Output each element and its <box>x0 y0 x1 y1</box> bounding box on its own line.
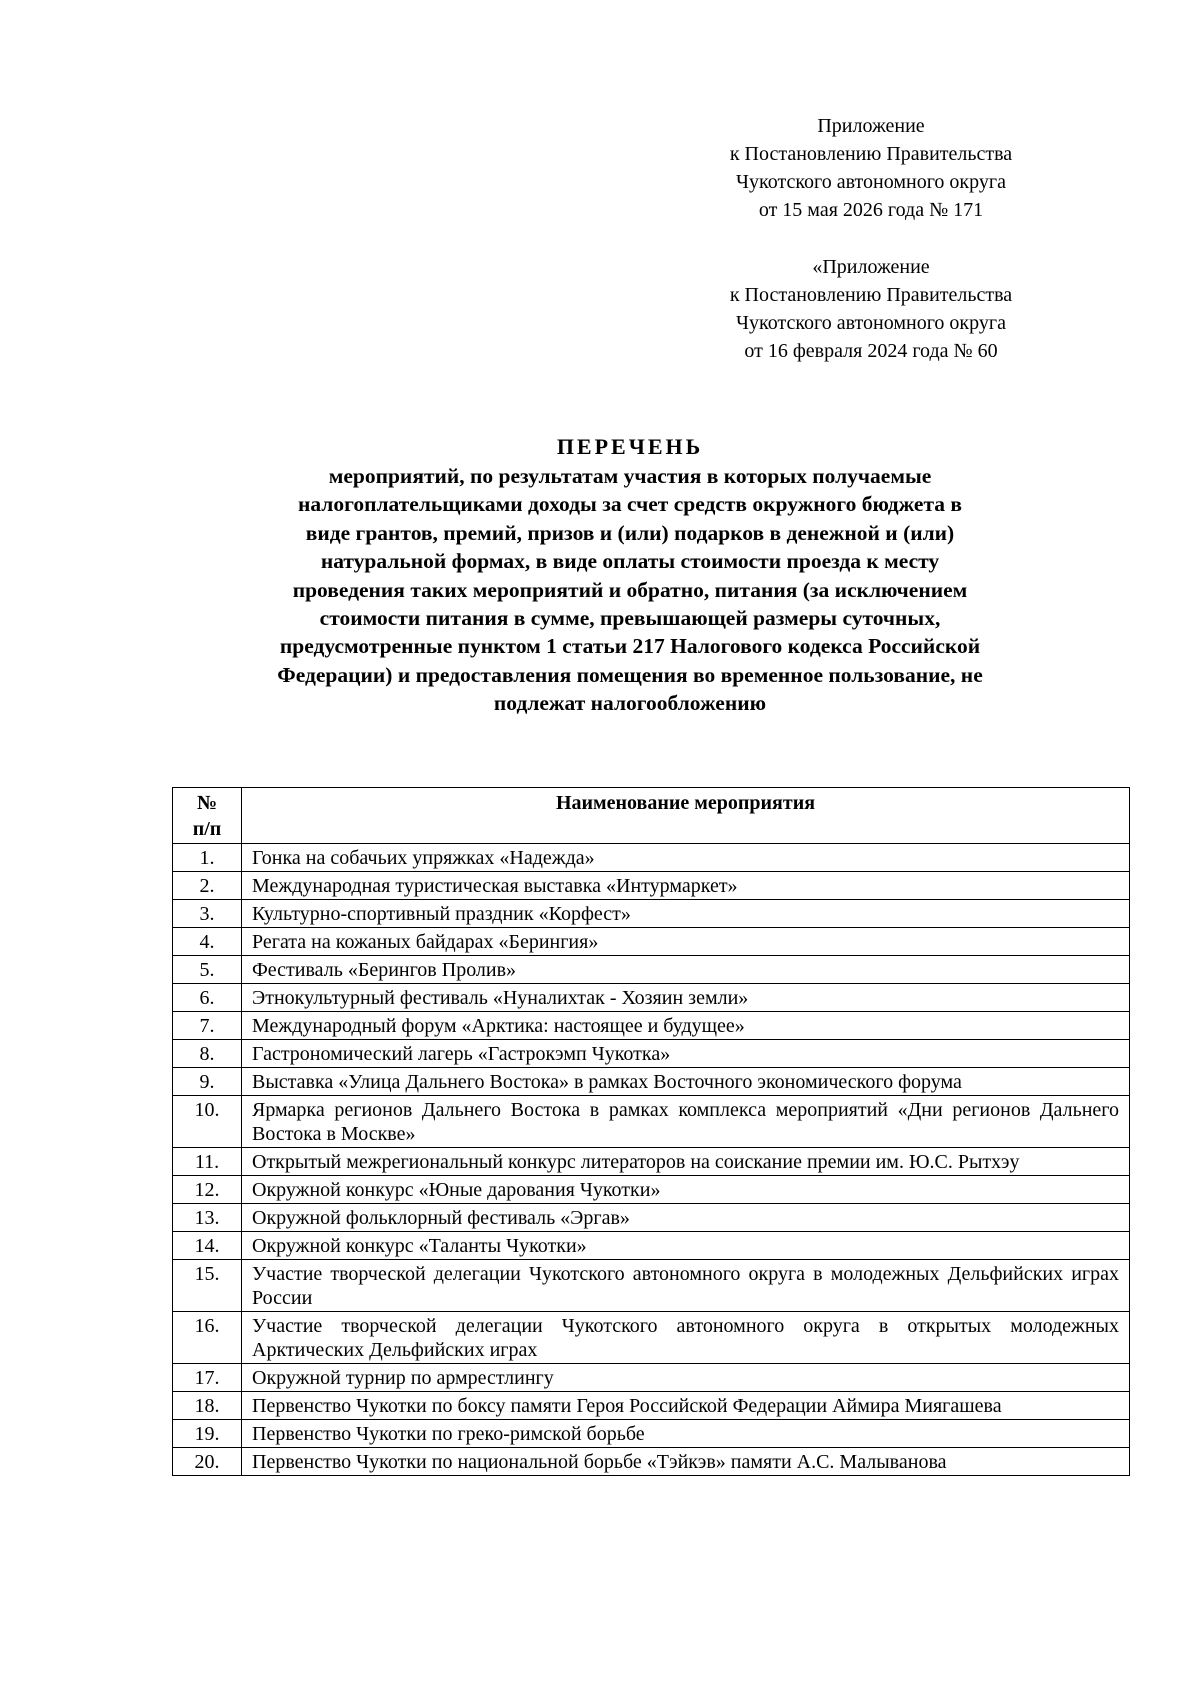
table-row <box>173 1012 1130 1040</box>
subtitle-line: проведения таких мероприятий и обратно, питания (за исключением <box>292 577 968 602</box>
row-number: 4. <box>173 928 242 956</box>
event-name: Гастрономический лагерь «Гастрокэмп Чукотка» <box>242 1040 1130 1068</box>
document-title: ПЕРЕЧЕНЬ <box>556 434 704 459</box>
column-header-number-abbrev: п/п <box>192 818 222 840</box>
column-header-number <box>173 788 242 844</box>
event-name: Первенство Чукотки по греко-римской борьбе <box>242 1420 1130 1448</box>
subtitle-line: стоимости питания в сумме, превышающей размеры суточных, <box>319 606 941 631</box>
event-name: Участие творческой делегации Чукотского автономного округа в молодежных Дельфийских играх России <box>242 1260 1130 1312</box>
event-name: Окружной фольклорный фестиваль «Эргав» <box>242 1204 1130 1232</box>
events-table <box>172 787 1130 1476</box>
row-number: 16. <box>173 1312 242 1364</box>
appendix-region-line: Чукотского автономного округа <box>736 312 1006 334</box>
event-name: Международная туристическая выставка «Интурмаркет» <box>242 872 1130 900</box>
event-name: Международный форум «Арктика: настоящее и будущее» <box>242 1012 1130 1040</box>
table-row <box>173 872 1130 900</box>
row-number: 1. <box>173 844 242 872</box>
event-name: Гонка на собачьих упряжках «Надежда» <box>242 844 1130 872</box>
row-number: 2. <box>173 872 242 900</box>
row-number: 19. <box>173 1420 242 1448</box>
appendix-date-number: от 16 февраля 2024 года № 60 <box>744 340 998 362</box>
table-row <box>173 1232 1130 1260</box>
appendix-resolution-line: к Постановлению Правительства <box>729 143 1013 165</box>
subtitle-line: мероприятий, по результатам участия в которых получаемые <box>328 464 932 488</box>
event-name: Участие творческой делегации Чукотского автономного округа в открытых молодежных Арктических Дельфийских играх <box>242 1312 1130 1364</box>
event-name: Окружной турнир по армрестлингу <box>242 1364 1130 1392</box>
table-row <box>173 1176 1130 1204</box>
table-row <box>173 1204 1130 1232</box>
row-number: 14. <box>173 1232 242 1260</box>
table-row <box>173 1448 1130 1476</box>
subtitle-line: подлежат налогообложению <box>493 691 767 716</box>
row-number: 7. <box>173 1012 242 1040</box>
table-row <box>173 984 1130 1012</box>
event-name: Выставка «Улица Дальнего Востока» в рамках Восточного экономического форума <box>242 1068 1130 1096</box>
table-row <box>173 900 1130 928</box>
row-number: 10. <box>173 1096 242 1148</box>
subtitle-line: налогоплательщиками доходы за счет средств окружного бюджета в <box>297 492 963 517</box>
row-number: 11. <box>173 1148 242 1176</box>
table-row <box>173 928 1130 956</box>
table-row <box>173 1420 1130 1448</box>
table-row <box>173 844 1130 872</box>
row-number: 13. <box>173 1204 242 1232</box>
row-number: 8. <box>173 1040 242 1068</box>
appendix-region-line: Чукотского автономного округа <box>736 171 1006 193</box>
table-row <box>173 1068 1130 1096</box>
row-number: 6. <box>173 984 242 1012</box>
appendix-date-number: от 15 мая 2026 года № 171 <box>758 199 984 221</box>
table-header-row <box>173 788 1130 844</box>
table-row <box>173 1312 1130 1364</box>
table-row <box>173 1148 1130 1176</box>
table-row <box>173 1392 1130 1420</box>
event-name: Открытый межрегиональный конкурс литераторов на соискание премии им. Ю.С. Рытхэу <box>242 1148 1130 1176</box>
events-table-body <box>173 844 1130 1476</box>
document-subtitle <box>180 462 1080 718</box>
event-name: Регата на кожаных байдарах «Берингия» <box>242 928 1130 956</box>
event-name: Культурно-спортивный праздник «Корфест» <box>242 900 1130 928</box>
appendix-header-current <box>680 112 1062 224</box>
row-number: 9. <box>173 1068 242 1096</box>
table-row <box>173 1364 1130 1392</box>
row-number: 5. <box>173 956 242 984</box>
column-header-name: Наименование мероприятия <box>242 788 1130 844</box>
event-name: Окружной конкурс «Юные дарования Чукотки» <box>242 1176 1130 1204</box>
row-number: 18. <box>173 1392 242 1420</box>
table-row <box>173 1260 1130 1312</box>
subtitle-line: Федерации) и предоставления помещения во временное пользование, не <box>277 662 983 687</box>
row-number: 3. <box>173 900 242 928</box>
column-header-number-sign: № <box>196 792 218 814</box>
event-name: Первенство Чукотки по боксу памяти Героя Российской Федерации Аймира Миягашева <box>242 1392 1130 1420</box>
appendix-label: Приложение <box>817 115 925 137</box>
appendix-header-previous <box>680 253 1062 365</box>
table-row <box>173 956 1130 984</box>
document-heading <box>180 432 1080 718</box>
event-name: Фестиваль «Берингов Пролив» <box>242 956 1130 984</box>
row-number: 15. <box>173 1260 242 1312</box>
event-name: Ярмарка регионов Дальнего Востока в рамках комплекса мероприятий «Дни регионов Дальнего Востока в Москве» <box>242 1096 1130 1148</box>
row-number: 17. <box>173 1364 242 1392</box>
table-row <box>173 1040 1130 1068</box>
event-name: Этнокультурный фестиваль «Нуналихтак - Хозяин земли» <box>242 984 1130 1012</box>
subtitle-line: предусмотренные пунктом 1 статьи 217 Налогового кодекса Российской <box>279 634 981 659</box>
row-number: 12. <box>173 1176 242 1204</box>
event-name: Первенство Чукотки по национальной борьбе «Тэйкэв» памяти А.С. Малыванова <box>242 1448 1130 1476</box>
appendix-label: «Приложение <box>812 256 930 278</box>
appendix-resolution-line: к Постановлению Правительства <box>729 284 1013 306</box>
subtitle-line: натуральной формах, в виде оплаты стоимости проезда к месту <box>320 549 940 574</box>
event-name: Окружной конкурс «Таланты Чукотки» <box>242 1232 1130 1260</box>
subtitle-line: виде грантов, премий, призов и (или) подарков в денежной и (или) <box>305 520 955 545</box>
table-row <box>173 1096 1130 1148</box>
row-number: 20. <box>173 1448 242 1476</box>
